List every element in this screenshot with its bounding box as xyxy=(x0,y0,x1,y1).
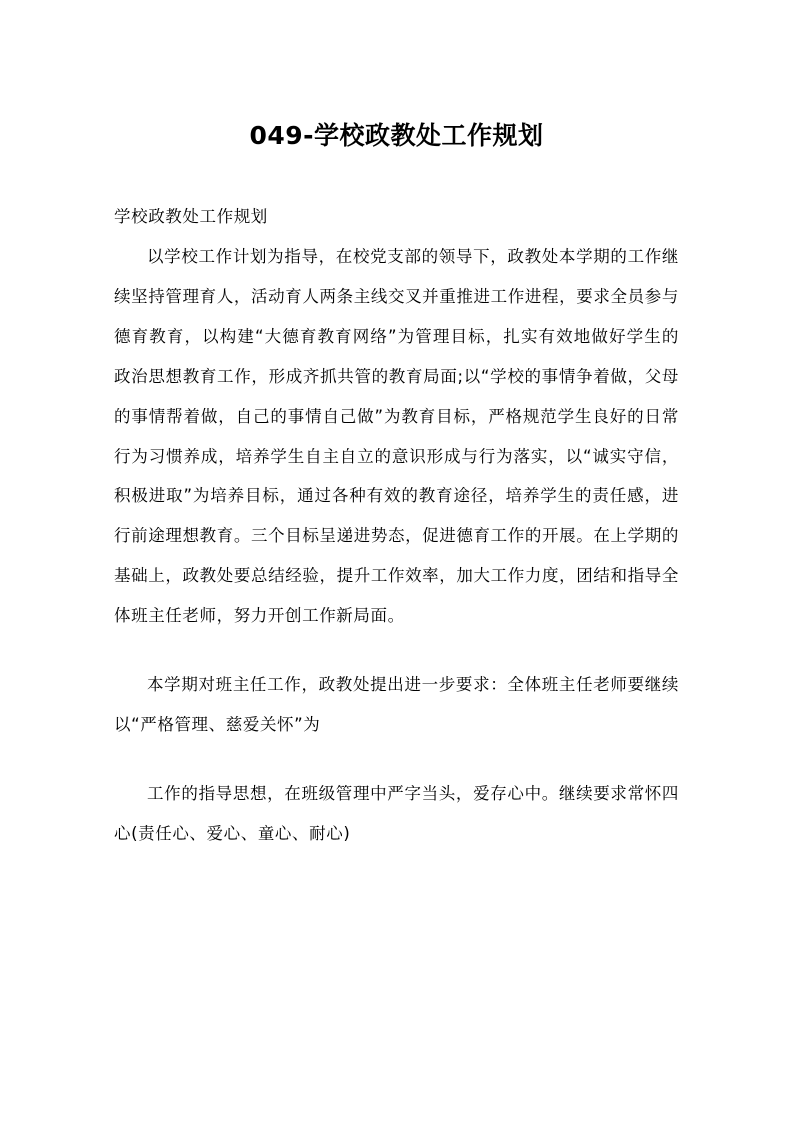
document-body xyxy=(114,197,679,854)
page-title: 049-学校政教处工作规划 xyxy=(249,121,544,150)
document-subtitle: 学校政教处工作规划 xyxy=(114,207,268,226)
paragraph-1: 以学校工作计划为指导，在校党支部的领导下，政教处本学期的工作继续坚持管理育人，活动育人两条主线交叉并重推进工作进程，要求全员参与德育教育，以构建“大德育教育网络”为管理目标，扎实有效地做好学生的政治思想教育工作，形成齐抓共管的教育局面;以“学校的事情争着做，父母的事情帮着做，自己的事情自己做”为教育目标，严格规范学生良好的日常行为习惯养成，培养学生自主自立的意识形成与行为落实，以“诚实守信，积极进取”为培养目标，通过各种有效的教育途径，培养学生的责任感，进行前途理想教育。三个目标呈递进势态，促进德育工作的开展。在上学期的基础上，政教处要总结经验，提升工作效率，加大工作力度，团结和指导全体班主任老师，努力开创工作新局面。 xyxy=(114,246,679,626)
paragraph-3: 工作的指导思想，在班级管理中严字当头，爱存心中。继续要求常怀四心(责任心、爱心、童心、耐心) xyxy=(114,783,679,843)
paragraph-2: 本学期对班主任工作，政教处提出进一步要求：全体班主任老师要继续以“严格管理、慈爱关怀”为 xyxy=(114,675,679,735)
